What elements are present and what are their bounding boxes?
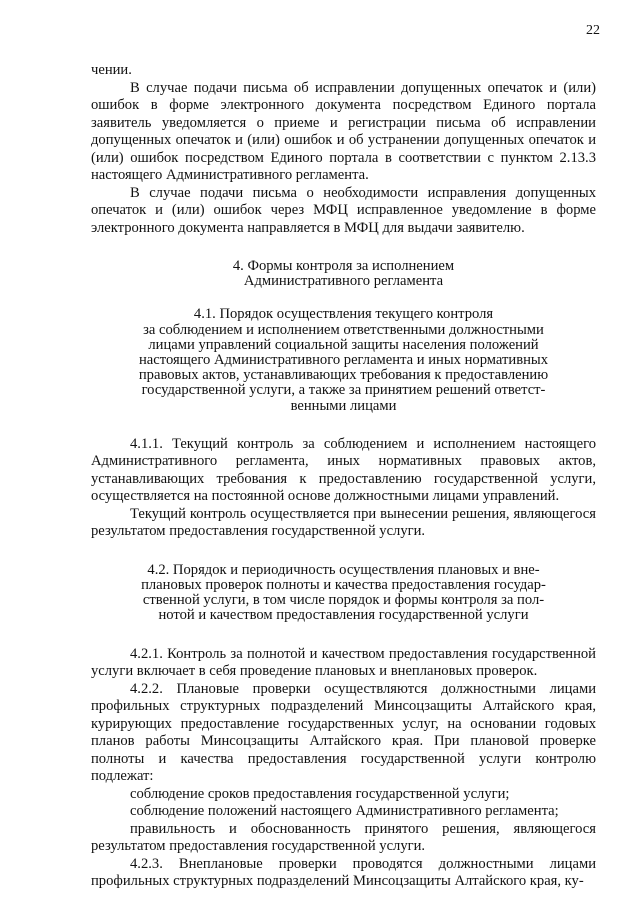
page-number: 22 <box>586 23 600 38</box>
list-item-deadlines: соблюдение сроков предоставления государственной услуги; <box>130 785 510 802</box>
page-content <box>91 62 596 891</box>
paragraph-4-2-2: 4.2.2. Плановые проверки осуществляются должностными лицами профильных структурных подразделений Минсоцзащиты Алтайского края, курирующих предоставление государственных услуг, на основании годовых планов работы Минсоцзащиты Алтайского края. При плановой проверке полноты и качества предоставления государственной услуги контролю подлежат: <box>91 680 596 785</box>
heading-line: за соблюдением и исполнением ответственными должностными <box>143 321 544 338</box>
paragraph-4-2-1: 4.2.1. Контроль за полнотой и качеством предоставления государственной услуги включает в себя проведение плановых и внеплановых проверок. <box>91 645 596 680</box>
heading-line: нотой и качеством предоставления государственной услуги <box>158 607 529 624</box>
list-item-regulation: соблюдение положений настоящего Административного регламента; <box>130 803 559 820</box>
heading-line: 4.2. Порядок и периодичность осуществления плановых и вне- <box>147 561 540 578</box>
heading-line: правовых актов, устанавливающих требования к предоставлению <box>138 367 549 384</box>
heading-line: Административного регламента <box>243 273 444 290</box>
section-4-2-heading <box>91 563 596 624</box>
section-4-heading <box>91 259 596 289</box>
heading-line: настоящего Административного регламента и иных нормативных <box>139 352 548 369</box>
paragraph-4-1-1: 4.1.1. Текущий контроль за соблюдением и исполнением настоящего Административного регламента, иных нормативных правовых актов, устанавливающих требования к предоставлению государственной услуги, осуществляется на постоянной основе должностными лицами управлений. <box>91 435 596 505</box>
paragraph-portal-correction: В случае подачи письма об исправлении допущенных опечаток и (или) ошибок в форме электронного документа посредством Единого портала заявитель уведомляется о приеме и регистрации письма об исправлении допущенных опечаток и (или) ошибок и об устранении допущенных опечаток и (или) ошибок посредством Единого портала в соответствии с пунктом 2.13.3 настоящего Административного регламента. <box>91 79 596 183</box>
paragraph-4-2-3: 4.2.3. Внеплановые проверки проводятся должностными лицами профильных структурных подразделений Минсоцзащиты Алтайского края, ку- <box>91 855 596 890</box>
paragraph-mfc-correction: В случае подачи письма о необходимости исправления допущенных опечаток и (или) ошибок через МФЦ исправленное уведомление в форме электронного документа направляется в МФЦ для выдачи заявителю. <box>91 184 596 236</box>
heading-line: 4.1. Порядок осуществления текущего контроля <box>193 306 494 323</box>
heading-line: плановых проверок полноты и качества предоставления государ- <box>141 577 546 594</box>
list-item-decision: правильность и обоснованность принятого решения, являющегося результатом предоставления государственной услуги. <box>91 820 596 855</box>
section-4-1-heading <box>91 307 596 413</box>
heading-line: государственной услуги, а также за принятием решений ответст- <box>141 382 546 399</box>
paragraph-continuation: чении. <box>91 62 132 78</box>
heading-line: венными лицами <box>290 397 397 414</box>
paragraph-current-control: Текущий контроль осуществляется при вынесении решения, являющегося результатом предоставления государственной услуги. <box>91 505 596 540</box>
heading-line: лицами управлений социальной защиты населения положений <box>148 336 539 353</box>
heading-line: ственной услуги, в том числе порядок и формы контроля за пол- <box>142 592 545 609</box>
heading-line: 4. Формы контроля за исполнением <box>232 258 455 274</box>
